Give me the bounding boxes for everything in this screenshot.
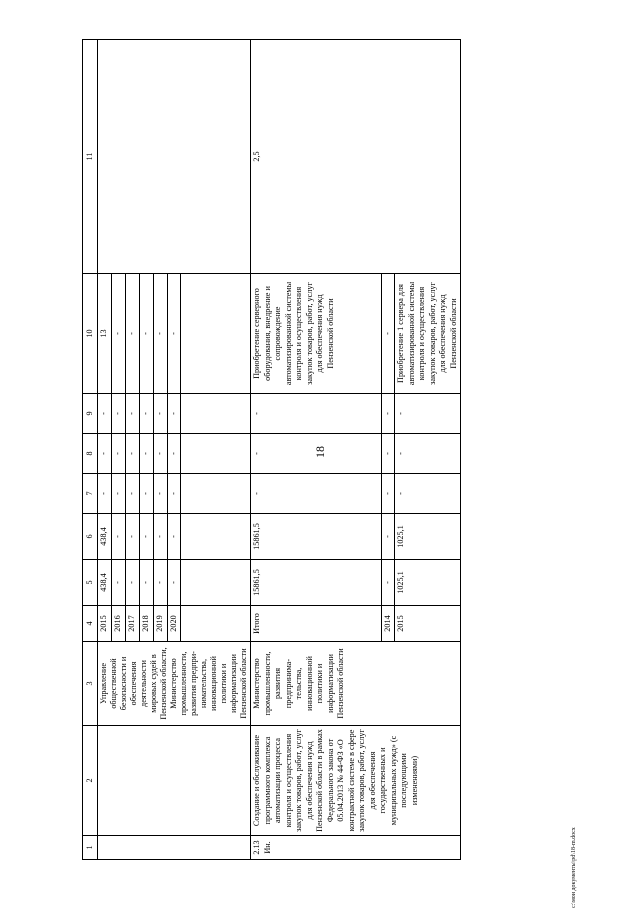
value-cell: - bbox=[251, 434, 382, 474]
value-cell: - bbox=[251, 474, 382, 514]
value-cell: - bbox=[111, 394, 125, 434]
value-cell: - bbox=[153, 514, 167, 560]
total-label-cell: Итого bbox=[251, 606, 382, 642]
value-cell: - bbox=[153, 474, 167, 514]
header-cell: 5 bbox=[83, 560, 98, 606]
value-cell: - bbox=[125, 560, 139, 606]
year-cell: 2016 bbox=[111, 606, 125, 642]
cell-empty bbox=[181, 394, 251, 434]
value-cell: - bbox=[111, 560, 125, 606]
description-cell: Приобретение серверного оборудования, внедрение и сопровождение автоматизированной системы контроля и осуществления закупок товаров, работ, услуг для обеспечения нужд Пензенской области bbox=[251, 274, 382, 394]
header-cell: 4 bbox=[83, 606, 98, 642]
value-cell: - bbox=[125, 434, 139, 474]
value-cell: - bbox=[139, 434, 153, 474]
executor-cell: Министерство промышленности, развития предпринима-тельства, инновационной политики и информатизации Пензенской области bbox=[251, 642, 461, 726]
value-cell: - bbox=[382, 560, 395, 606]
value-cell: - bbox=[139, 560, 153, 606]
value-cell: 438,4 bbox=[98, 514, 112, 560]
header-cell: 8 bbox=[83, 434, 98, 474]
value-cell: 13 bbox=[98, 274, 112, 394]
value-cell: - bbox=[382, 474, 395, 514]
value-cell: - bbox=[395, 434, 461, 474]
header-cell: 10 bbox=[83, 274, 98, 394]
value-cell: - bbox=[395, 474, 461, 514]
value-cell: - bbox=[111, 434, 125, 474]
description-cell: Приобретение 1 сервера для автоматизированной системы контроля и осуществления закупок товаров, работ, услуг для обеспечения нужд Пензенской области bbox=[395, 274, 461, 394]
table-row bbox=[98, 40, 112, 860]
year-cell: 2015 bbox=[395, 606, 461, 642]
value-cell: - bbox=[382, 274, 395, 394]
value-cell: - bbox=[125, 394, 139, 434]
header-cell: 6 bbox=[83, 514, 98, 560]
value-cell: - bbox=[98, 394, 112, 434]
value-cell: - bbox=[167, 514, 181, 560]
value-cell: 1025,1 bbox=[395, 560, 461, 606]
item-number-cell: 2.13 Ин. bbox=[251, 836, 461, 860]
year-cell: 2019 bbox=[153, 606, 167, 642]
value-cell: - bbox=[153, 434, 167, 474]
value-cell: - bbox=[153, 274, 167, 394]
cell-empty bbox=[98, 40, 251, 274]
value-cell: - bbox=[125, 514, 139, 560]
header-cell: 9 bbox=[83, 394, 98, 434]
header-cell: 7 bbox=[83, 474, 98, 514]
value-cell: - bbox=[251, 394, 382, 434]
value-cell: 438,4 bbox=[98, 560, 112, 606]
value-cell: - bbox=[139, 274, 153, 394]
page-number: 18 bbox=[313, 446, 327, 458]
value-cell: - bbox=[167, 474, 181, 514]
table-row bbox=[251, 40, 382, 860]
value-cell: - bbox=[167, 560, 181, 606]
value-cell: 1025,1 bbox=[395, 514, 461, 560]
header-row bbox=[83, 40, 98, 860]
value-cell: - bbox=[125, 474, 139, 514]
header-cell: 2 bbox=[83, 726, 98, 836]
header-cell: 1 bbox=[83, 836, 98, 860]
item-name-cell: Создание и обслуживание программного комплекса автоматизации процесса контроля и осуществления закупок товаров, работ, услуг для обеспечения нужд Пензенской области в рамках Федерального закона от 05.04.2013 № 44-ФЗ «О контрактной системе в сфере закупок товаров, работ, услуг для обеспечения государственных и муниципальных нужд» (с последующими изменениями) bbox=[251, 726, 461, 836]
value-cell: - bbox=[382, 434, 395, 474]
cell-empty bbox=[181, 514, 251, 560]
footer-file-path: c:\мои документы\pd\18-m.docx bbox=[571, 827, 577, 908]
value-cell: - bbox=[167, 394, 181, 434]
value-cell: - bbox=[111, 514, 125, 560]
value-cell: - bbox=[382, 394, 395, 434]
value-cell: 15861,5 bbox=[251, 514, 382, 560]
value-cell: - bbox=[153, 394, 167, 434]
value-cell: - bbox=[382, 514, 395, 560]
cell-empty bbox=[181, 606, 251, 642]
cell-empty bbox=[181, 474, 251, 514]
year-cell: 2018 bbox=[139, 606, 153, 642]
value-cell: - bbox=[153, 560, 167, 606]
value-cell: - bbox=[139, 474, 153, 514]
value-cell: - bbox=[139, 394, 153, 434]
cell-empty bbox=[98, 836, 251, 860]
cell-empty bbox=[181, 434, 251, 474]
executor-cell: Управление общественной безопасности и обеспечения деятельности мировых судей в Пензенской области, Министерство промышленности, развития предпри-нимательства, инновационной политики и информатизации Пензенской области bbox=[98, 642, 251, 726]
header-cell: 3 bbox=[83, 642, 98, 726]
value-cell: - bbox=[125, 274, 139, 394]
year-cell: 2017 bbox=[125, 606, 139, 642]
value-cell: 15861,5 bbox=[251, 560, 382, 606]
rotated-table-container bbox=[82, 40, 594, 860]
value-cell: - bbox=[139, 514, 153, 560]
value-cell: - bbox=[167, 434, 181, 474]
program-table bbox=[82, 39, 461, 860]
cell-empty bbox=[98, 726, 251, 836]
value-cell: - bbox=[111, 274, 125, 394]
value-cell: - bbox=[111, 474, 125, 514]
value-cell: - bbox=[98, 434, 112, 474]
value-cell: - bbox=[167, 274, 181, 394]
year-cell: 2015 bbox=[98, 606, 112, 642]
cell-empty bbox=[181, 274, 251, 394]
year-cell: 2020 bbox=[167, 606, 181, 642]
year-cell: 2014 bbox=[382, 606, 395, 642]
header-cell: 11 bbox=[83, 40, 98, 274]
indicator-cell: 2,5 bbox=[251, 40, 461, 274]
value-cell: - bbox=[395, 394, 461, 434]
cell-empty bbox=[181, 560, 251, 606]
value-cell: - bbox=[98, 474, 112, 514]
